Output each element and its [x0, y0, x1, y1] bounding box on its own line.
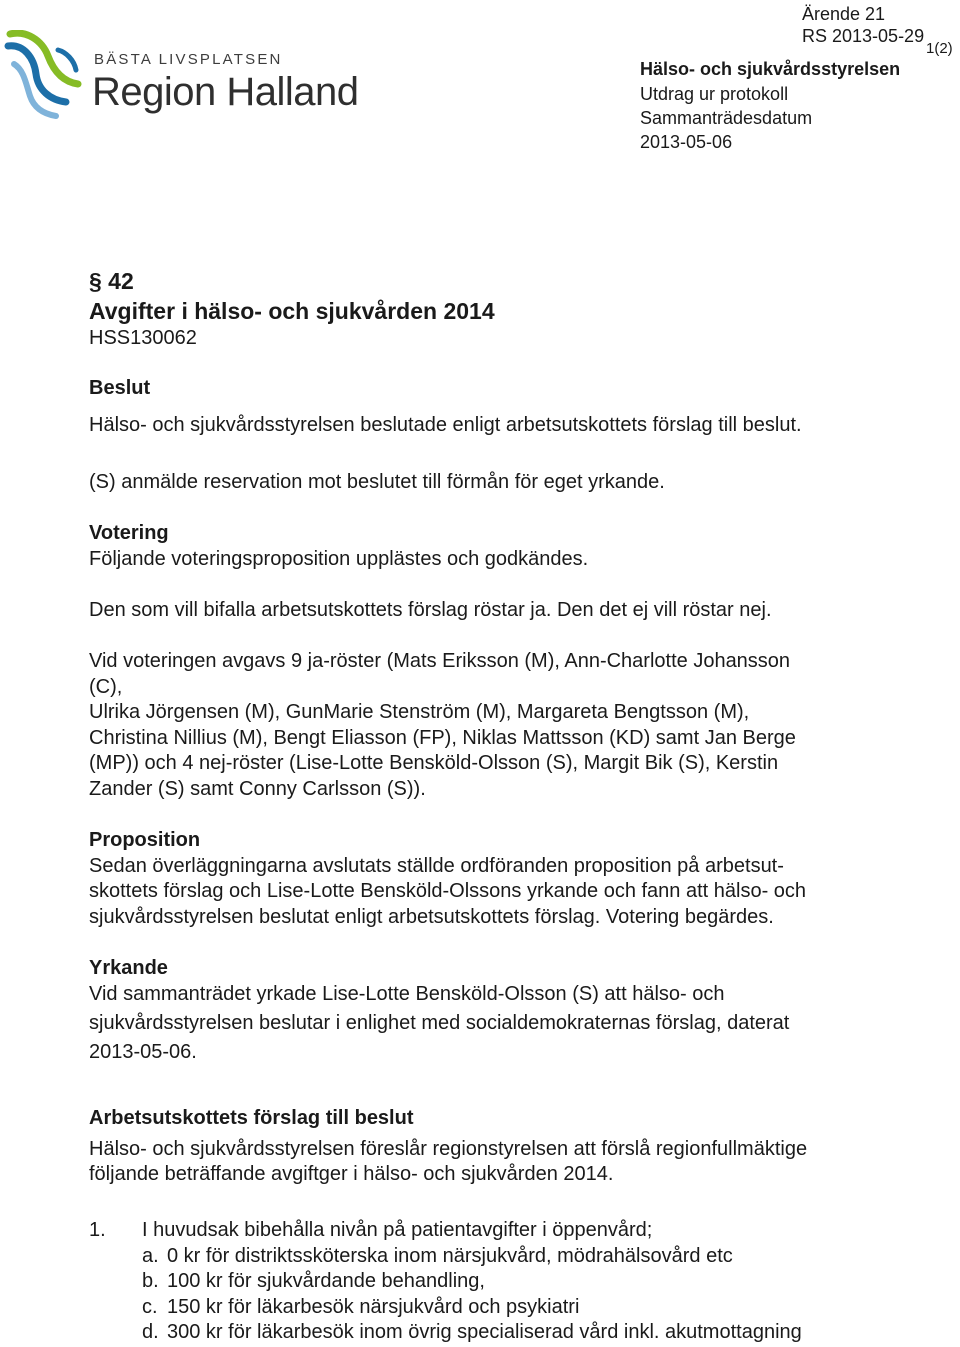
sub-list-item-letter: d. — [142, 1321, 159, 1343]
reservation-text: (S) anmälde reservation mot beslutet till förmån för eget yrkande. — [89, 471, 665, 493]
sub-list-item — [142, 1245, 942, 1269]
voting-result-line: Zander (S) samt Conny Carlsson (S)). — [89, 778, 426, 800]
forslag-heading: Arbetsutskottets förslag till beslut — [89, 1107, 414, 1129]
arende-number: Ärende 21 — [802, 4, 886, 24]
sub-list-item — [142, 1296, 942, 1320]
beslut-text: Hälso- och sjukvårdsstyrelsen beslutade enligt arbetsutskottets förslag till beslut. — [89, 414, 802, 436]
voting-result-line: Vid voteringen avgavs 9 ja-röster (Mats Eriksson (M), Ann-Charlotte Johansson — [89, 650, 791, 672]
list-item-text: I huvudsak bibehålla nivån på patientavgifter i öppenvård; — [142, 1219, 653, 1241]
board-name: Hälso- och sjukvårdsstyrelsen — [640, 59, 901, 79]
voting-proposition: Den som vill bifalla arbetsutskottets förslag röstar ja. Den det ej vill röstar nej. — [89, 599, 772, 621]
sub-list-item-text: 100 kr för sjukvårdande behandling, — [167, 1270, 485, 1292]
yrkande-heading: Yrkande — [89, 957, 168, 979]
voting-result-line: Ulrika Jörgensen (M), GunMarie Stenström (M), Margareta Bengtsson (M), — [89, 701, 750, 723]
sub-list-item-letter: c. — [142, 1296, 158, 1318]
case-id: HSS130062 — [89, 327, 197, 349]
sub-list-item-text: 0 kr för distriktssköterska inom närsjukvård, mödrahälsovård etc — [167, 1245, 733, 1267]
sub-list-item-text: 150 kr för läkarbesök närsjukvård och psykiatri — [167, 1296, 580, 1318]
sub-list-item — [142, 1270, 942, 1294]
forslag-line: Hälso- och sjukvårdsstyrelsen föreslår regionstyrelsen att förslå regionfullmäktige — [89, 1138, 808, 1160]
votering-text: Följande voteringsproposition upplästes och godkändes. — [89, 548, 589, 570]
sub-list-item-letter: a. — [142, 1245, 159, 1267]
proposition-line: skottets förslag och Lise-Lotte Bensköld-Olssons yrkande och fann att hälso- och — [89, 880, 807, 902]
meeting-date: 2013-05-06 — [640, 132, 733, 152]
voting-result-line: Christina Nillius (M), Bengt Eliasson (FP), Niklas Mattsson (KD) samt Jan Berge — [89, 727, 796, 749]
yrkande-line: 2013-05-06. — [89, 1041, 197, 1063]
sub-list-item-letter: b. — [142, 1270, 159, 1292]
list-item-number: 1. — [89, 1219, 106, 1241]
page-title: Avgifter i hälso- och sjukvården 2014 — [89, 298, 495, 324]
voting-result-line: (MP)) och 4 nej-röster (Lise-Lotte Bensköld-Olsson (S), Margit Bik (S), Kerstin — [89, 752, 779, 774]
yrkande-line: sjukvårdsstyrelsen beslutar i enlighet med socialdemokraternas förslag, daterat — [89, 1012, 790, 1034]
proposition-heading: Proposition — [89, 829, 201, 851]
yrkande-line: Vid sammanträdet yrkade Lise-Lotte Bensköld-Olsson (S) att hälso- och — [89, 983, 725, 1005]
region-halland-logo — [4, 30, 384, 120]
sub-list-item — [142, 1321, 942, 1345]
logo-tagline: BÄSTA LIVSPLATSEN — [94, 51, 283, 68]
forslag-line: följande beträffande avgiftger i hälso- och sjukvården 2014. — [89, 1163, 614, 1185]
votering-heading: Votering — [89, 522, 169, 544]
voting-result-line: (C), — [89, 676, 123, 698]
beslut-heading: Beslut — [89, 377, 151, 399]
proposition-line: Sedan överläggningarna avslutats ställde ordföranden proposition på arbetsut- — [89, 855, 784, 877]
rs-date: RS 2013-05-29 — [802, 26, 925, 46]
page-number: 1(2) — [926, 40, 953, 57]
sub-list-item-text: 300 kr för läkarbesök inom övrig specialiserad vård inkl. akutmottagning — [167, 1321, 802, 1343]
region-halland-emblem-icon — [4, 30, 84, 120]
paragraph-number: § 42 — [89, 268, 134, 294]
proposition-line: sjukvårdsstyrelsen beslutat enligt arbetsutskottets förslag. Votering begärdes. — [89, 906, 774, 928]
document-type: Utdrag ur protokoll — [640, 84, 789, 104]
list-item — [89, 1219, 929, 1243]
logo-name: Region Halland — [92, 70, 359, 114]
meeting-date-label: Sammanträdesdatum — [640, 108, 813, 128]
